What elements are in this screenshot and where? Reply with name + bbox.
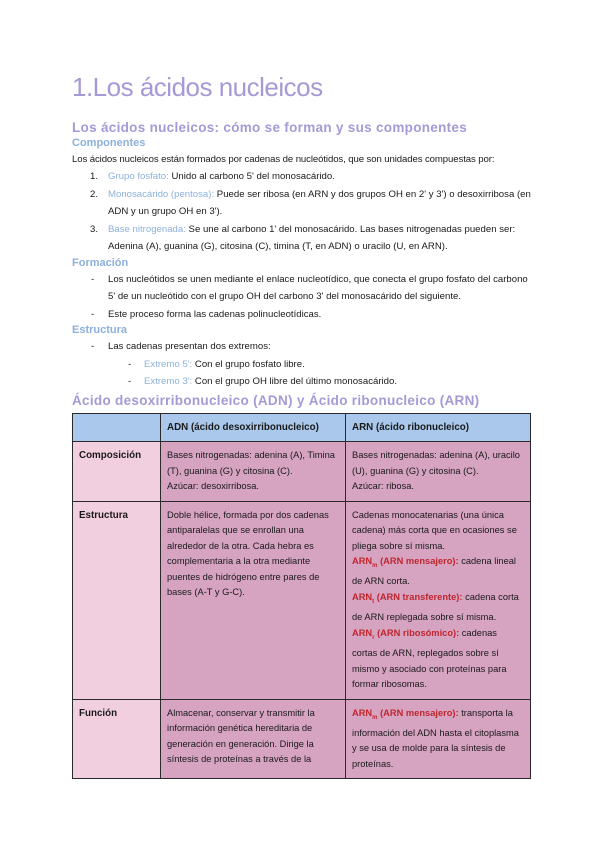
cell-adn-composicion: Bases nitrogenadas: adenina (A), Timina (T), guanina (G) y citosina (C). Azúcar: desoxirribosa.: [161, 442, 346, 502]
header-empty-cell: [73, 413, 161, 442]
estructura-list: [72, 338, 532, 356]
componentes-intro: Los ácidos nucleicos están formados por cadenas de nucleótidos, que son unidades compuestas por:: [72, 154, 495, 165]
header-adn: ADN (ácido desoxirribonucleico): [161, 413, 346, 442]
list-item: 3. Base nitrogenada: Se une al carbono 1' del monosacárido. Las bases nitrogenadas pueden ser: Adenina (A), guanina (G), citosina (C), timina (T, en ADN) o uracilo (U, en ARN).: [90, 223, 516, 252]
subheading-componentes: Componentes: [72, 137, 146, 149]
list-item: - Extremo 5': Con el grupo fosfato libre.: [128, 358, 305, 370]
table-header-row: [73, 413, 531, 442]
list-item: 2. Monosacárido (pentosa): Puede ser ribosa (en ARN y dos grupos OH en 2' y 3') o desoxirribosa (en ADN y un grupo OH en 3').: [90, 188, 531, 217]
section-heading-components: Los ácidos nucleicos: cómo se forman y sus componentes: [72, 120, 468, 135]
table-row: [73, 699, 531, 779]
cell-arn-estructura: Cadenas monocatenarias (una única cadena) más corta que en ocasiones se pliega sobre sí misma. $ARN_m$ (ARN mensajero): cadena lineal de ARN corta. $ARN_t$ (ARN transferente): cadena corta de ARN replegada sobre sí misma. $ARN_r$ (ARN ribosómico): cadenas cortas de ARN, replegados sobre sí mismo y asociado con proteínas para formar ribosomas.: [346, 501, 531, 699]
list-item: - Este proceso forma las cadenas polinucleotídicas.: [91, 308, 322, 320]
subheading-estructura: Estructura: [72, 324, 128, 336]
subheading-formacion: Formación: [72, 256, 129, 269]
cell-adn-funcion: Almacenar, conservar y transmitir la información genética hereditaria de generación en generación. Dirige la síntesis de proteínas a través de la: [161, 699, 346, 779]
row-label-funcion: Función: [73, 699, 161, 779]
estructura-sublist: [72, 356, 532, 391]
table-row: [73, 501, 531, 699]
list-item: 1. Grupo fosfato: Unido al carbono 5' del monosacárido.: [90, 171, 335, 182]
cell-adn-estructura: Doble hélice, formada por dos cadenas antiparalelas que se enrollan una alrededor de la otra. Cada hebra es complementaria a la otra mediante puentes de hidrógeno entre pares de bases (A-T y G-C).: [161, 501, 346, 699]
list-item: - Extremo 3': Con el grupo OH libre del último monosacárido.: [128, 376, 397, 387]
cell-arn-composicion: Bases nitrogenadas: adenina (A), uracilo (U), guanina (G) y citosina (C). Azúcar: ribosa.: [346, 442, 531, 502]
page-title: 1.Los ácidos nucleicos: [72, 72, 323, 102]
cell-arn-funcion: $ARN_m$ (ARN mensajero): transporta la información del ADN hasta el citoplasma y se usa de molde para la síntesis de proteínas.: [346, 699, 531, 779]
section-heading-adn-arn: Ácido desoxirribonucleico (ADN) y Ácido ribonucleico (ARN): [72, 392, 480, 408]
comparison-table: [72, 413, 531, 780]
list-item: - Los nucleótidos se unen mediante el enlace nucleotídico, que conecta el grupo fosfato del carbono 5' de un nucleótido con el grupo OH del carbono 3' del monosacárido del siguiente.: [91, 273, 528, 302]
row-label-estructura: Estructura: [73, 501, 161, 699]
header-arn: ARN (ácido ribonucleico): [346, 413, 531, 442]
row-label-composicion: Composición: [73, 442, 161, 502]
table-row: [73, 442, 531, 502]
formacion-list: [72, 271, 532, 324]
document-page: [72, 72, 532, 779]
componentes-list: [72, 168, 532, 256]
list-item: - Las cadenas presentan dos extremos:: [91, 341, 271, 352]
